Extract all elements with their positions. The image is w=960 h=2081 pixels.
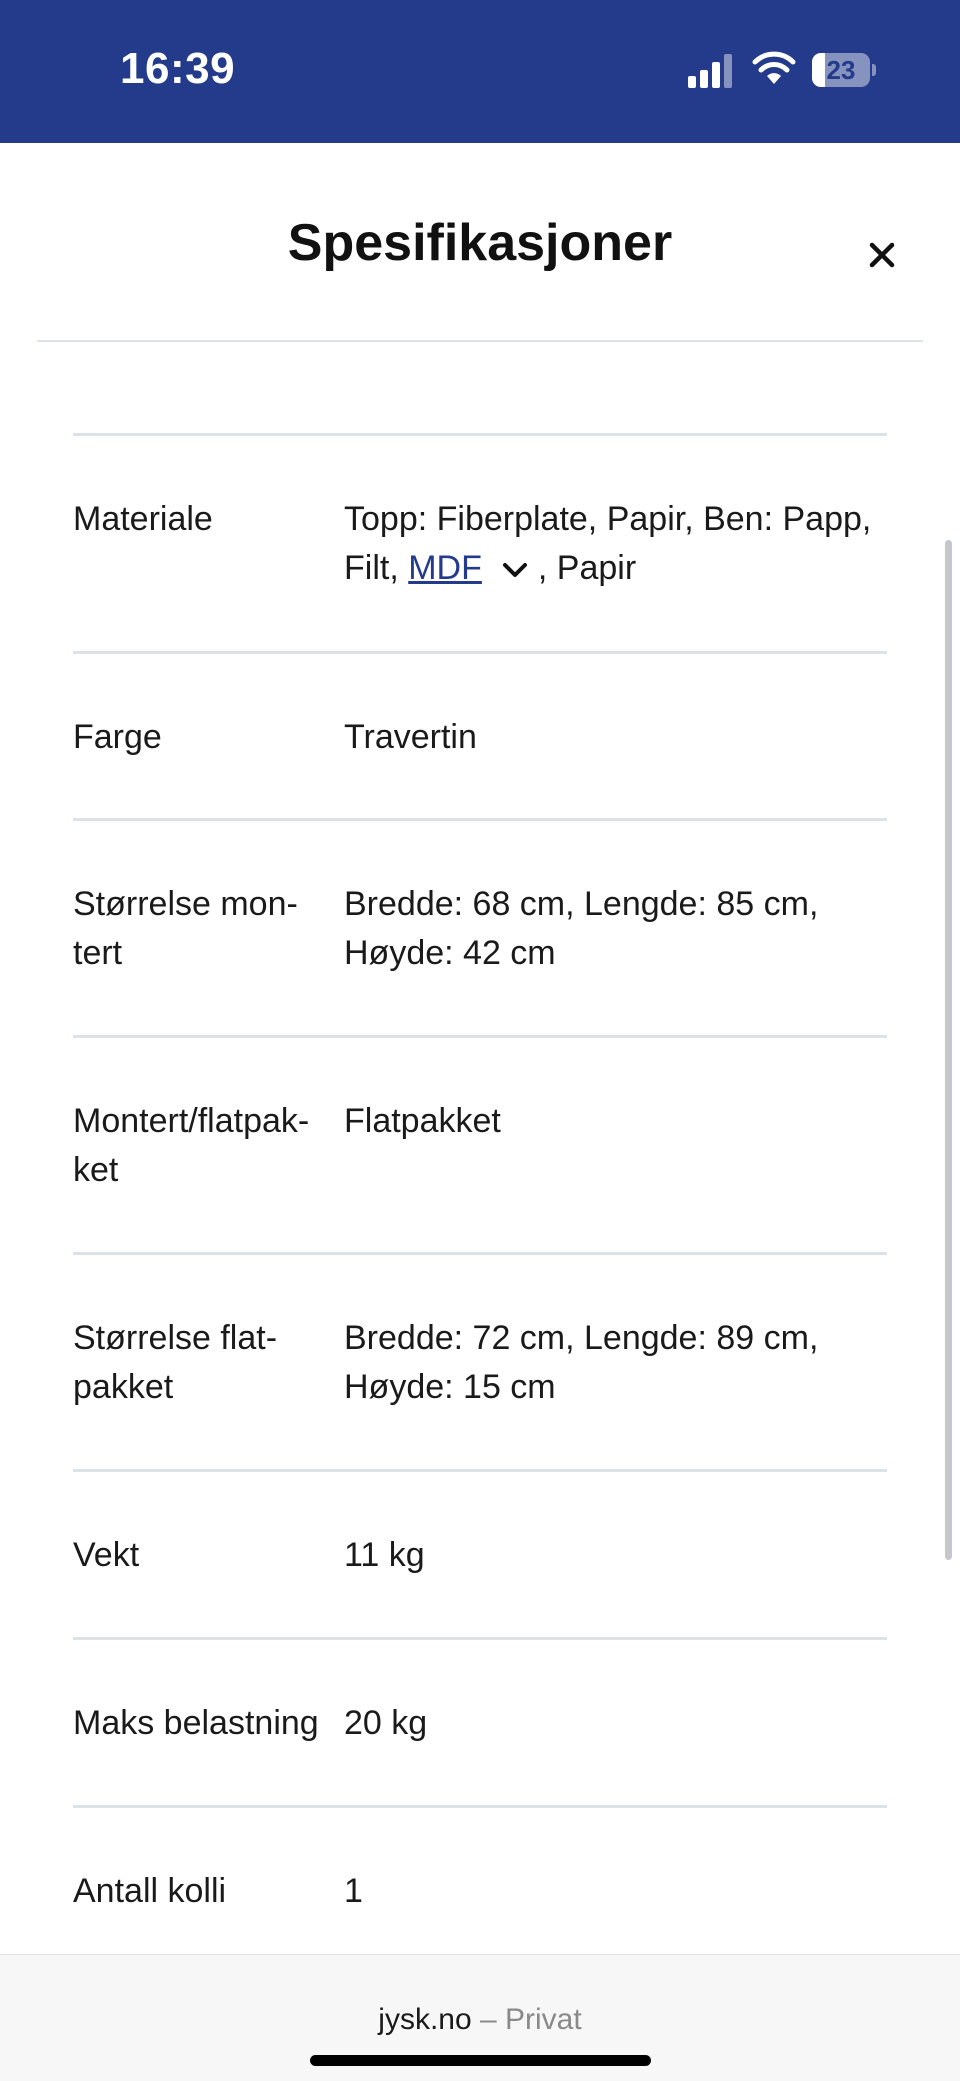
spec-row-size-flatpack	[73, 1252, 887, 1469]
battery-level: 23	[826, 55, 856, 85]
spec-row-packages	[73, 1805, 887, 1965]
spec-label: Størrelse mon- tert	[73, 885, 298, 972]
status-bar	[0, 0, 960, 143]
footer-domain: jysk.no	[378, 2003, 472, 2036]
specifications-table	[73, 433, 887, 1965]
spec-label: Montert/flatpak- ket	[73, 1102, 310, 1189]
spec-label: Vekt	[73, 1536, 140, 1574]
spec-value: Bredde: 68 cm, Lengde: 85 cm, Høyde: 42 cm	[344, 885, 819, 972]
mdf-link[interactable]: MDF	[408, 549, 482, 587]
modal-header	[0, 143, 960, 341]
spec-value: Flatpakket	[344, 1102, 501, 1140]
scrollbar[interactable]	[945, 540, 952, 1560]
wifi-icon	[752, 50, 796, 86]
spec-row-assembled-flatpack	[73, 1035, 887, 1252]
cellular-signal-icon	[688, 54, 734, 88]
header-divider	[37, 340, 923, 342]
spec-row-max-load	[73, 1637, 887, 1805]
browser-footer	[0, 1954, 960, 2081]
page-title: Spesifikasjoner	[287, 214, 673, 272]
home-indicator[interactable]	[310, 2055, 651, 2066]
spec-row-color	[73, 651, 887, 818]
spec-value: Travertin	[344, 718, 477, 756]
close-icon	[869, 242, 895, 268]
battery-icon	[812, 53, 876, 87]
spec-value: 20 kg	[344, 1704, 428, 1742]
spec-row-material	[73, 433, 887, 651]
close-button[interactable]	[858, 231, 906, 279]
status-time: 16:39	[120, 44, 236, 93]
spec-label: Farge	[73, 718, 162, 756]
spec-label: Størrelse flat- pakket	[73, 1319, 278, 1406]
chevron-down-icon[interactable]	[500, 559, 530, 581]
spec-label: Maks belastning	[73, 1704, 319, 1742]
footer-mode: – Privat	[471, 2003, 582, 2036]
browser-url[interactable]	[0, 2003, 960, 2037]
spec-value: 1	[344, 1872, 363, 1910]
spec-value: 11 kg	[344, 1536, 425, 1574]
spec-label: Materiale	[73, 500, 213, 538]
spec-value: Topp: Fiberplate, Papir, Ben: Papp, Filt, MDF , Papir	[344, 500, 872, 587]
spec-label: Antall kolli	[73, 1872, 227, 1910]
spec-row-size-assembled	[73, 818, 887, 1035]
spec-value: Bredde: 72 cm, Lengde: 89 cm, Høyde: 15 cm	[344, 1319, 819, 1406]
spec-row-weight	[73, 1469, 887, 1637]
